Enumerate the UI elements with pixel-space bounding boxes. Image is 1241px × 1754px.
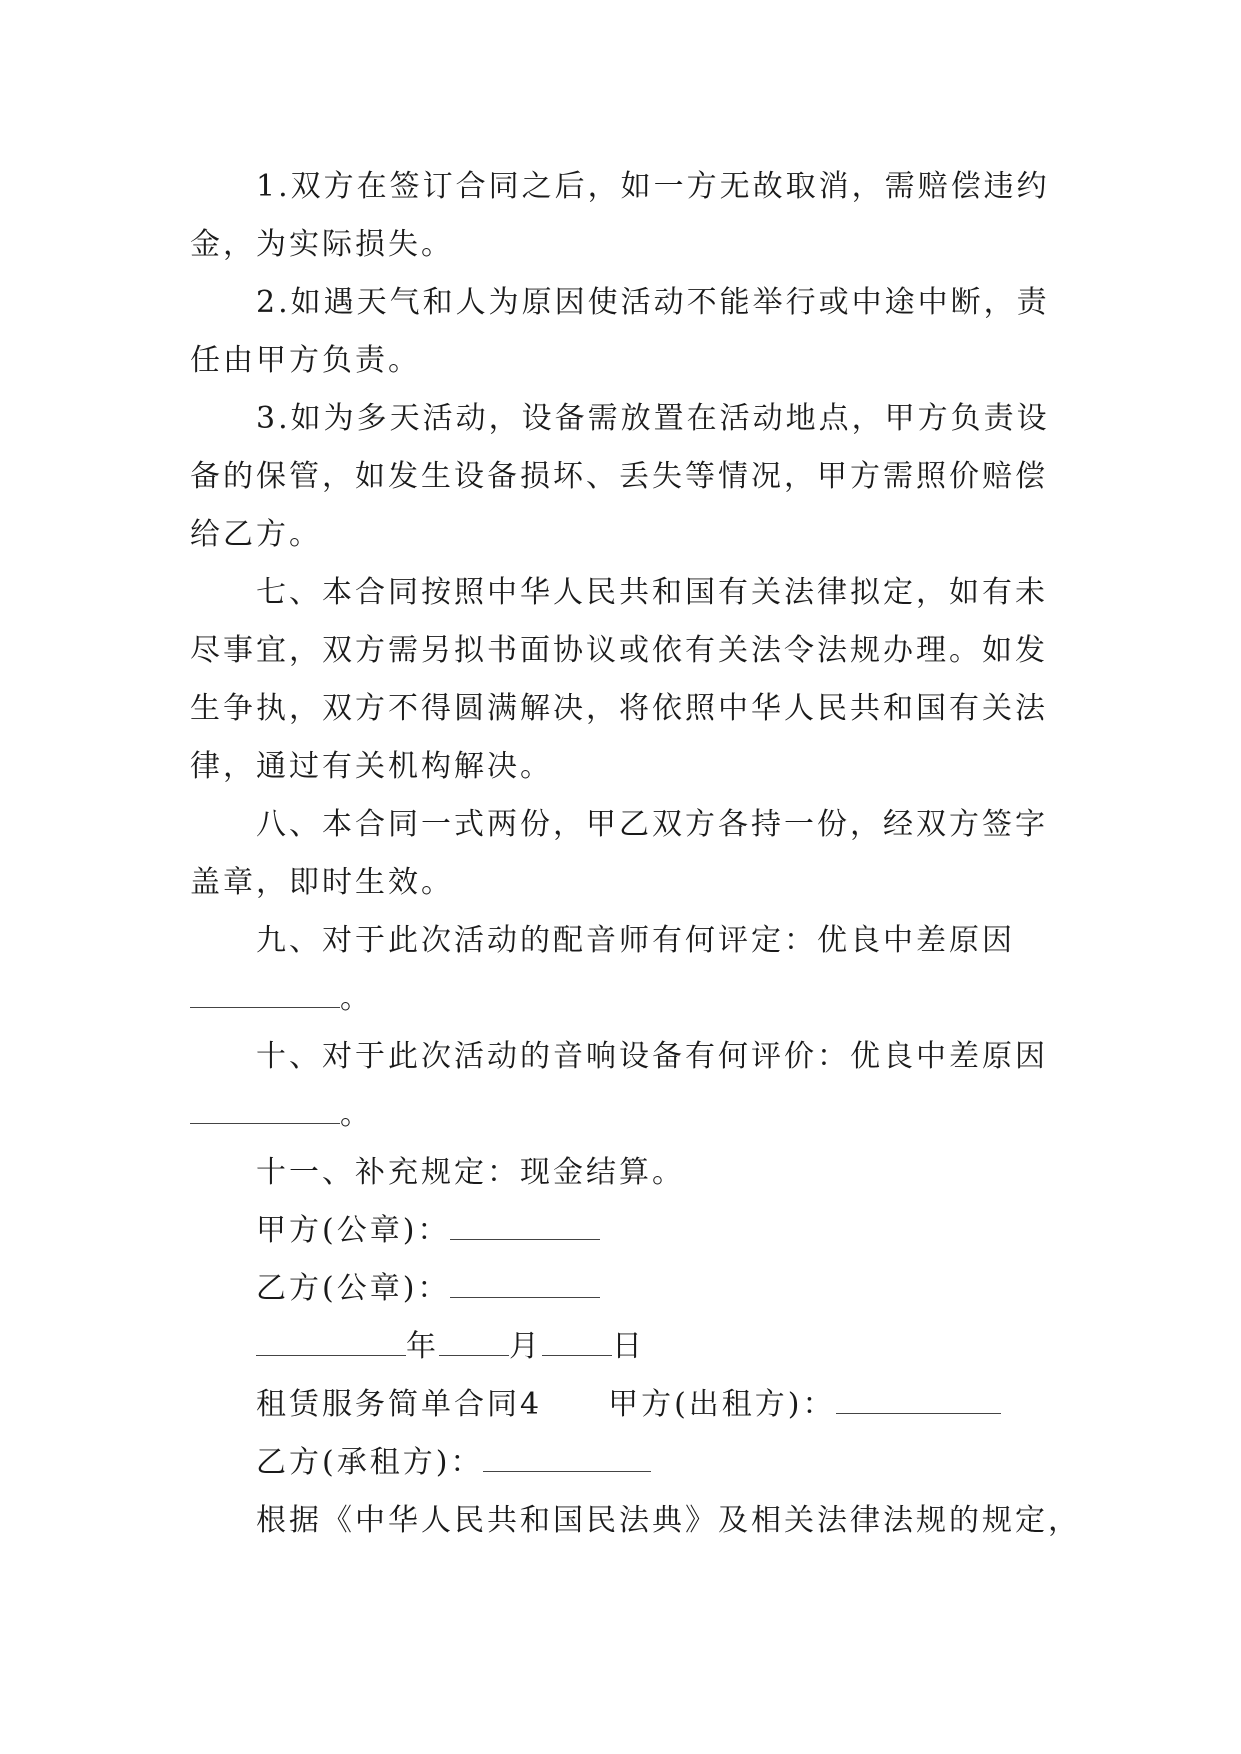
party-a-seal-label: 甲方(公章)：	[256, 1213, 451, 1248]
clause-1-line-1: 1.双方在签订合同之后，如一方无故取消，需赔偿违约	[256, 169, 1050, 204]
lessee-line	[190, 1434, 1050, 1492]
period-mark: 。	[340, 981, 373, 1016]
article-9-line-1: 九、对于此次活动的配音师有何评定：优良中差原因	[256, 923, 1015, 958]
clause-1-line-2: 金，为实际损失。	[190, 227, 454, 262]
party-a-seal-line	[190, 1202, 1050, 1260]
article-7-line-4: 律，通过有关机构解决。	[190, 749, 553, 784]
party-a-seal-blank[interactable]	[450, 1209, 600, 1240]
month-blank[interactable]	[439, 1325, 509, 1356]
date-line	[190, 1318, 1050, 1376]
party-b-seal-label: 乙方(公章)：	[256, 1271, 451, 1306]
period-mark: 。	[340, 1097, 373, 1132]
article-10-line-1: 十、对于此次活动的音响设备有何评价：优良中差原因	[256, 1039, 1048, 1074]
article-7-line-2: 尽事宜，双方需另拟书面协议或依有关法令法规办理。如发	[190, 633, 1048, 668]
lessee-blank[interactable]	[483, 1441, 651, 1472]
clause-3-line-1: 3.如为多天活动，设备需放置在活动地点，甲方负责设	[256, 401, 1050, 436]
lessor-label: 甲方(出租方)：	[608, 1387, 836, 1422]
article-10-line-2	[190, 1086, 1050, 1144]
clause-3-line-2: 备的保管，如发生设备损坏、丢失等情况，甲方需照价赔偿	[190, 459, 1048, 494]
article-11: 十一、补充规定：现金结算。	[256, 1155, 685, 1190]
clause-2-line-1: 2.如遇天气和人为原因使活动不能举行或中途中断，责	[256, 285, 1050, 320]
contract-4-heading-line	[190, 1376, 1050, 1434]
article-8-line-2: 盖章，即时生效。	[190, 865, 454, 900]
clause-3-line-3: 给乙方。	[190, 517, 322, 552]
day-label: 日	[612, 1329, 645, 1364]
month-label: 月	[509, 1329, 542, 1364]
party-b-seal-line	[190, 1260, 1050, 1318]
lessee-label: 乙方(承租方)：	[256, 1445, 484, 1480]
article-9-line-2	[190, 970, 1050, 1028]
fill-in-blank[interactable]	[190, 1093, 340, 1124]
fill-in-blank[interactable]	[190, 977, 340, 1008]
contract-body	[190, 158, 1081, 1550]
year-blank[interactable]	[256, 1325, 406, 1356]
article-7-line-1: 七、本合同按照中华人民共和国有关法律拟定，如有未	[256, 575, 1048, 610]
clause-2-line-2: 任由甲方负责。	[190, 343, 421, 378]
contract-4-title: 租赁服务简单合同4	[256, 1387, 543, 1422]
year-label: 年	[406, 1329, 439, 1364]
article-8-line-1: 八、本合同一式两份，甲乙双方各持一份，经双方签字	[256, 807, 1048, 842]
contract-4-preamble: 根据《中华人民共和国民法典》及相关法律法规的规定，	[256, 1503, 1081, 1538]
party-b-seal-blank[interactable]	[450, 1267, 600, 1298]
article-7-line-3: 生争执，双方不得圆满解决，将依照中华人民共和国有关法	[190, 691, 1048, 726]
day-blank[interactable]	[542, 1325, 612, 1356]
lessor-blank[interactable]	[836, 1383, 1001, 1414]
